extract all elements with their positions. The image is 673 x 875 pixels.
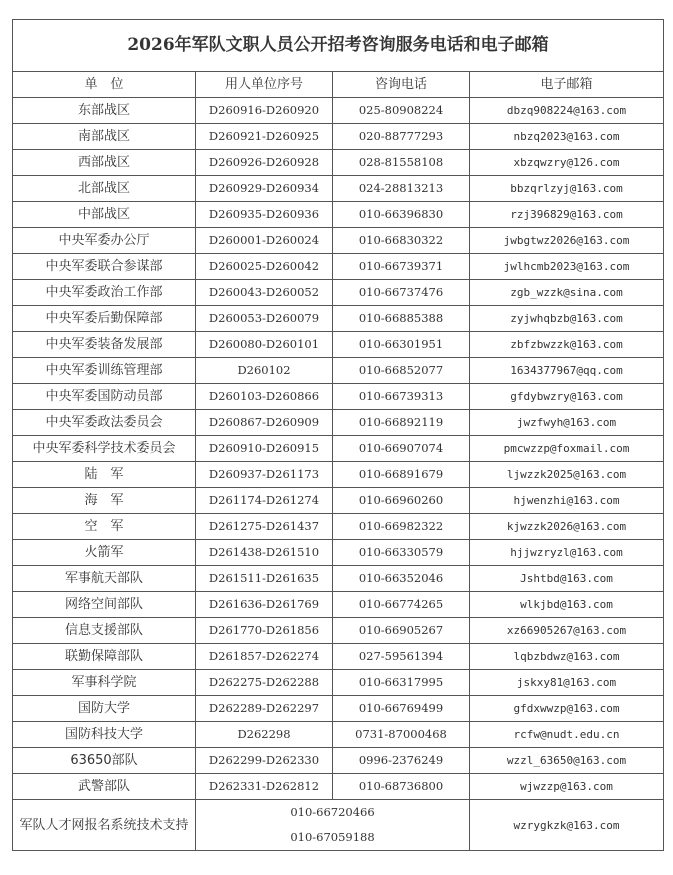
table-row [13,280,664,306]
unit-cell: 国防大学 [13,696,196,722]
code-cell: D260926-D260928 [196,150,333,176]
table-row [13,618,664,644]
unit-cell: 网络空间部队 [13,592,196,618]
table-row [13,98,664,124]
phone-cell: 0731-87000468 [333,722,470,748]
code-cell: D260102 [196,358,333,384]
code-cell: D261174-D261274 [196,488,333,514]
header-email: 电子邮箱 [470,72,664,98]
table-row [13,306,664,332]
code-cell: D262298 [196,722,333,748]
email-cell: dbzq908224@163.com [470,98,664,124]
unit-cell: 国防科技大学 [13,722,196,748]
email-cell: jwzfwyh@163.com [470,410,664,436]
phone-cell: 010-66774265 [333,592,470,618]
email-cell: wzzl_63650@163.com [470,748,664,774]
code-cell: D260053-D260079 [196,306,333,332]
unit-cell: 陆 军 [13,462,196,488]
email-cell: hjjwzryzl@163.com [470,540,664,566]
phone-cell: 010-68736800 [333,774,470,800]
table-row [13,150,664,176]
code-cell: D261636-D261769 [196,592,333,618]
email-cell: nbzq2023@163.com [470,124,664,150]
email-cell: 1634377967@qq.com [470,358,664,384]
phone-cell: 010-66982322 [333,514,470,540]
phone-cell: 010-66960260 [333,488,470,514]
table-row [13,436,664,462]
email-cell: zbfzbwzzk@163.com [470,332,664,358]
table-row [13,644,664,670]
code-cell: D260867-D260909 [196,410,333,436]
phone-cell: 010-66317995 [333,670,470,696]
email-cell: xz66905267@163.com [470,618,664,644]
email-cell: jskxy81@163.com [470,670,664,696]
code-cell: D260043-D260052 [196,280,333,306]
unit-cell: 63650部队 [13,748,196,774]
table-row [13,540,664,566]
table-row [13,202,664,228]
email-cell: rcfw@nudt.edu.cn [470,722,664,748]
unit-cell: 东部战区 [13,98,196,124]
phone-cell: 028-81558108 [333,150,470,176]
table-row [13,670,664,696]
code-cell: D261438-D261510 [196,540,333,566]
phone-cell: 010-66905267 [333,618,470,644]
phone-cell: 010-66739371 [333,254,470,280]
code-cell: D261770-D261856 [196,618,333,644]
unit-cell: 中央军委后勤保障部 [13,306,196,332]
phone-cell: 010-66352046 [333,566,470,592]
code-cell: D261511-D261635 [196,566,333,592]
header-code: 用人单位序号 [196,72,333,98]
code-cell: D262331-D262812 [196,774,333,800]
support-email-cell: wzrygkzk@163.com [470,800,664,851]
phone-cell: 010-66907074 [333,436,470,462]
email-cell: kjwzzk2026@163.com [470,514,664,540]
table-row [13,332,664,358]
email-cell: jwbgtwz2026@163.com [470,228,664,254]
table-row [13,462,664,488]
phone-cell: 010-66885388 [333,306,470,332]
code-cell: D261857-D262274 [196,644,333,670]
table-row [13,254,664,280]
phone-cell: 027-59561394 [333,644,470,670]
phone-cell: 010-66301951 [333,332,470,358]
table-row [13,488,664,514]
phone-cell: 010-66852077 [333,358,470,384]
email-cell: gfdybwzry@163.com [470,384,664,410]
table-row [13,722,664,748]
phone-cell: 0996-2376249 [333,748,470,774]
table-row [13,592,664,618]
email-cell: Jshtbd@163.com [470,566,664,592]
code-cell: D260929-D260934 [196,176,333,202]
support-phone-cell [196,800,470,851]
support-unit-cell: 军队人才网报名系统技术支持 [13,800,196,851]
unit-cell: 中央军委科学技术委员会 [13,436,196,462]
table-row [13,358,664,384]
support-phone-2: 010-67059188 [290,830,375,844]
code-cell: D262299-D262330 [196,748,333,774]
unit-cell: 西部战区 [13,150,196,176]
code-cell: D260921-D260925 [196,124,333,150]
unit-cell: 空 军 [13,514,196,540]
table-title: 2026年军队文职人员公开招考咨询服务电话和电子邮箱 [13,20,664,72]
code-cell: D260025-D260042 [196,254,333,280]
code-cell: D260935-D260936 [196,202,333,228]
header-phone: 咨询电话 [333,72,470,98]
phone-cell: 010-66396830 [333,202,470,228]
unit-cell: 中央军委政法委员会 [13,410,196,436]
table-row [13,774,664,800]
unit-cell: 中央军委装备发展部 [13,332,196,358]
table-row [13,384,664,410]
email-cell: zyjwhqbzb@163.com [470,306,664,332]
unit-cell: 军事航天部队 [13,566,196,592]
unit-cell: 火箭军 [13,540,196,566]
table-row [13,566,664,592]
email-cell: wjwzzp@163.com [470,774,664,800]
unit-cell: 联勤保障部队 [13,644,196,670]
code-cell: D260001-D260024 [196,228,333,254]
unit-cell: 中央军委办公厅 [13,228,196,254]
email-cell: bbzqrlzyj@163.com [470,176,664,202]
unit-cell: 武警部队 [13,774,196,800]
unit-cell: 军事科学院 [13,670,196,696]
support-phone-1: 010-66720466 [290,805,375,819]
table-row [13,748,664,774]
contact-table [12,19,664,851]
code-cell: D262289-D262297 [196,696,333,722]
email-cell: pmcwzzp@foxmail.com [470,436,664,462]
phone-cell: 010-66830322 [333,228,470,254]
email-cell: wlkjbd@163.com [470,592,664,618]
phone-cell: 020-88777293 [333,124,470,150]
table-row [13,514,664,540]
email-cell: jwlhcmb2023@163.com [470,254,664,280]
phone-cell: 010-66769499 [333,696,470,722]
code-cell: D260080-D260101 [196,332,333,358]
table-row [13,696,664,722]
unit-cell: 中央军委联合参谋部 [13,254,196,280]
email-cell: xbzqwzry@126.com [470,150,664,176]
table-row [13,176,664,202]
phone-cell: 010-66737476 [333,280,470,306]
email-cell: gfdxwwzp@163.com [470,696,664,722]
unit-cell: 中央军委政治工作部 [13,280,196,306]
code-cell: D260937-D261173 [196,462,333,488]
phone-cell: 024-28813213 [333,176,470,202]
unit-cell: 海 军 [13,488,196,514]
code-cell: D261275-D261437 [196,514,333,540]
unit-cell: 中央军委训练管理部 [13,358,196,384]
phone-cell: 010-66892119 [333,410,470,436]
unit-cell: 中央军委国防动员部 [13,384,196,410]
email-cell: rzj396829@163.com [470,202,664,228]
email-cell: zgb_wzzk@sina.com [470,280,664,306]
phone-cell: 010-66891679 [333,462,470,488]
phone-cell: 010-66330579 [333,540,470,566]
code-cell: D262275-D262288 [196,670,333,696]
code-cell: D260916-D260920 [196,98,333,124]
support-row [13,800,664,851]
unit-cell: 中部战区 [13,202,196,228]
header-unit: 单 位 [13,72,196,98]
table-row [13,124,664,150]
unit-cell: 北部战区 [13,176,196,202]
email-cell: lqbzbdwz@163.com [470,644,664,670]
phone-cell: 025-80908224 [333,98,470,124]
unit-cell: 信息支援部队 [13,618,196,644]
table-row [13,410,664,436]
email-cell: hjwenzhi@163.com [470,488,664,514]
table-body [13,98,664,800]
code-cell: D260103-D260866 [196,384,333,410]
phone-cell: 010-66739313 [333,384,470,410]
table-row [13,228,664,254]
unit-cell: 南部战区 [13,124,196,150]
code-cell: D260910-D260915 [196,436,333,462]
email-cell: ljwzzk2025@163.com [470,462,664,488]
